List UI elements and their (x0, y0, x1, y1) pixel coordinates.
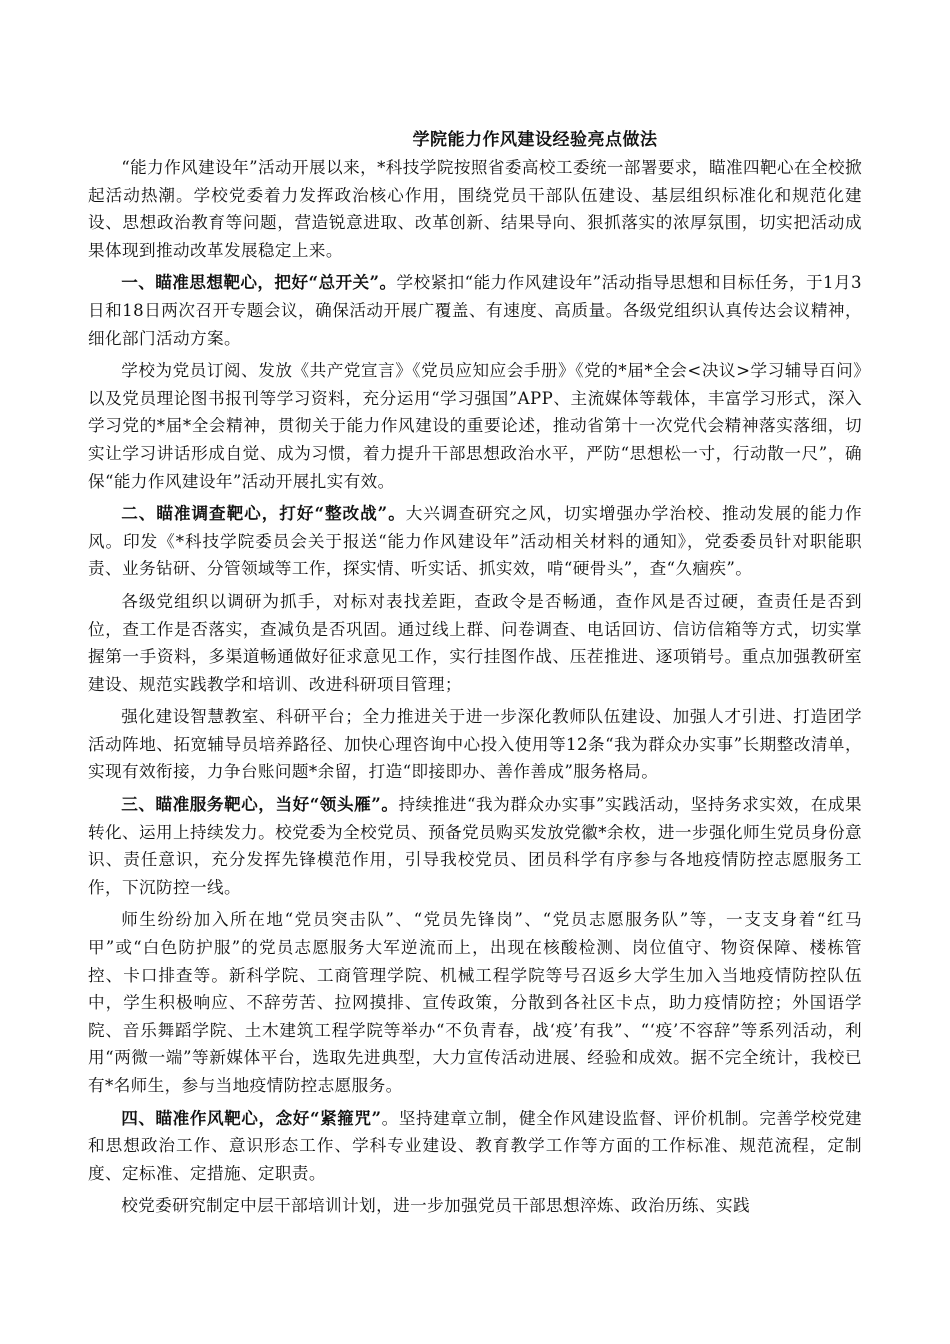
paragraph-text: 校党委研究制定中层干部培训计划，进一步加强党员干部思想淬炼、政治历练、实践 (121, 1196, 750, 1216)
paragraph-text: 强化建设智慧教室、科研平台；全力推进关于进一步深化教师队伍建设、加强人才引进、打造团学活动阵地、拓宽辅导员培养路径、加快心理咨询中心投入使用等12条“我为群众办实事”长期整改清单，实现有效衔接，力争台账问题*余留，打造“即接即办、善作善成”服务格局。 (88, 707, 862, 782)
document-body (88, 128, 862, 1225)
paragraph (88, 357, 862, 495)
paragraph-text: 学校为党员订阅、发放《共产党宣言》《党员应知应会手册》《党的*届*全会<决议>学习辅导百问》以及党员理论图书报刊等学习资料，充分运用“学习强国”APP、主流媒体等载体，丰富学习形式，深入学习党的*届*全会精神，贯彻关于能力作风建设的重要论述，推动省第十一次党代会精神落实落细，切实让学习讲话形成自觉、成为习惯，着力提升干部思想政治水平，严防“思想松一寸，行动散一尺”，确保“能力作风建设年”活动开展扎实有效。 (88, 361, 862, 491)
paragraph (88, 1192, 862, 1220)
section-heading: 四、瞄准作风靶心，念好“紧箍咒” (121, 1107, 382, 1128)
section-heading: 三、瞄准服务靶心，当好“领头雁”。 (121, 794, 399, 815)
paragraph (88, 703, 862, 786)
paragraph-section-2 (88, 500, 862, 583)
paragraph (88, 906, 862, 1099)
paragraph-text: 持续推进“我为群众办实事”实践活动，坚持务求实效，在成果转化、运用上持续发力。校党委为全校党员、预备党员购买发放党徽*余枚，进一步强化师生党员身份意识、责任意识，充分发挥先锋模范作用，引导我校党员、团员科学有序参与各地疫情防控志愿服务工作，下沉防控一线。 (88, 795, 863, 897)
paragraph-text: 各级党组织以调研为抓手，对标对表找差距，查政令是否畅通，查作风是否过硬，查责任是否到位，查工作是否落实，查减负是否巩固。通过线上群、问卷调查、电话回访、信访信箱等方式，切实掌握第一手资料，多渠道畅通做好征求意见工作，实行挂图作战、压茬推进、逐项销号。重点加强教研室建设、规范实践教学和培训、改进科研项目管理； (88, 591, 862, 694)
document-title: 学院能力作风建设经验亮点做法 (412, 130, 658, 150)
section-heading: 一、瞄准思想靶心，把好“总开关”。 (121, 272, 397, 293)
paragraph-section-3 (88, 791, 862, 901)
paragraph-text: 师生纷纷加入所在地“党员突击队”、“党员先锋岗”、“党员志愿服务队”等，一支支身着“红马甲”或“白色防护服”的党员志愿服务大军逆流而上，出现在核酸检测、岗位值守、物资保障、楼栋管控、卡口排查等。新科学院、工商管理学院、机械工程学院等号召返乡大学生加入当地疫情防控队伍中，学生积极响应、不辞劳苦、拉网摸排、宣传政策，分散到各社区卡点，助力疫情防控；外国语学院、音乐舞蹈学院、土木建筑工程学院等举办“不负青春，战‘疫’有我”、“‘疫’不容辞”等系列活动，利用“两微一端”等新媒体平台，选取先进典型，大力宣传活动进展、经验和成效。据不完全统计，我校已有*名师生，参与当地疫情防控志愿服务。 (88, 910, 862, 1095)
paragraph-text: 学校紧扣“能力作风建设年”活动指导思想和目标任务，于1月3日和18日两次召开专题会议，确保活动开展广覆盖、有速度、高质量。各级党组织认真传达会议精神，细化部门活动方案。 (88, 273, 862, 348)
paragraph-text: 。坚持建章立制，健全作风建设监督、评价机制。完善学校党建和思想政治工作、意识形态工作、学科专业建设、教育教学工作等方面的工作标准、规范流程，定制度、定标准、定措施、定职责。 (88, 1108, 862, 1183)
paragraph-section-4 (88, 1105, 862, 1188)
paragraph-text: “能力作风建设年”活动开展以来，*科技学院按照省委高校工委统一部署要求，瞄准四靶心在全校掀起活动热潮。学校党委着力发挥政治核心作用，围绕党员干部队伍建设、基层组织标准化和规范化建设、思想政治教育等问题，营造锐意进取、改革创新、结果导向、狠抓落实的浓厚氛围，切实把活动成果体现到推动改革发展稳定上来。 (88, 158, 862, 260)
paragraph (88, 588, 862, 698)
paragraph-section-1 (88, 269, 862, 352)
paragraph-intro (88, 154, 862, 264)
section-heading: 二、瞄准调查靶心，打好“整改战”。 (121, 503, 406, 524)
paragraph-text: 大兴调查研究之风，切实增强办学治校、推动发展的能力作风。印发《*科技学院委员会关于报送“能力作风建设年”活动相关材料的通知》，党委委员针对职能职责、业务钻研、分管领域等工作，探实情、听实话、抓实效，啃“硬骨头”，查“久痼疾”。 (88, 504, 863, 579)
